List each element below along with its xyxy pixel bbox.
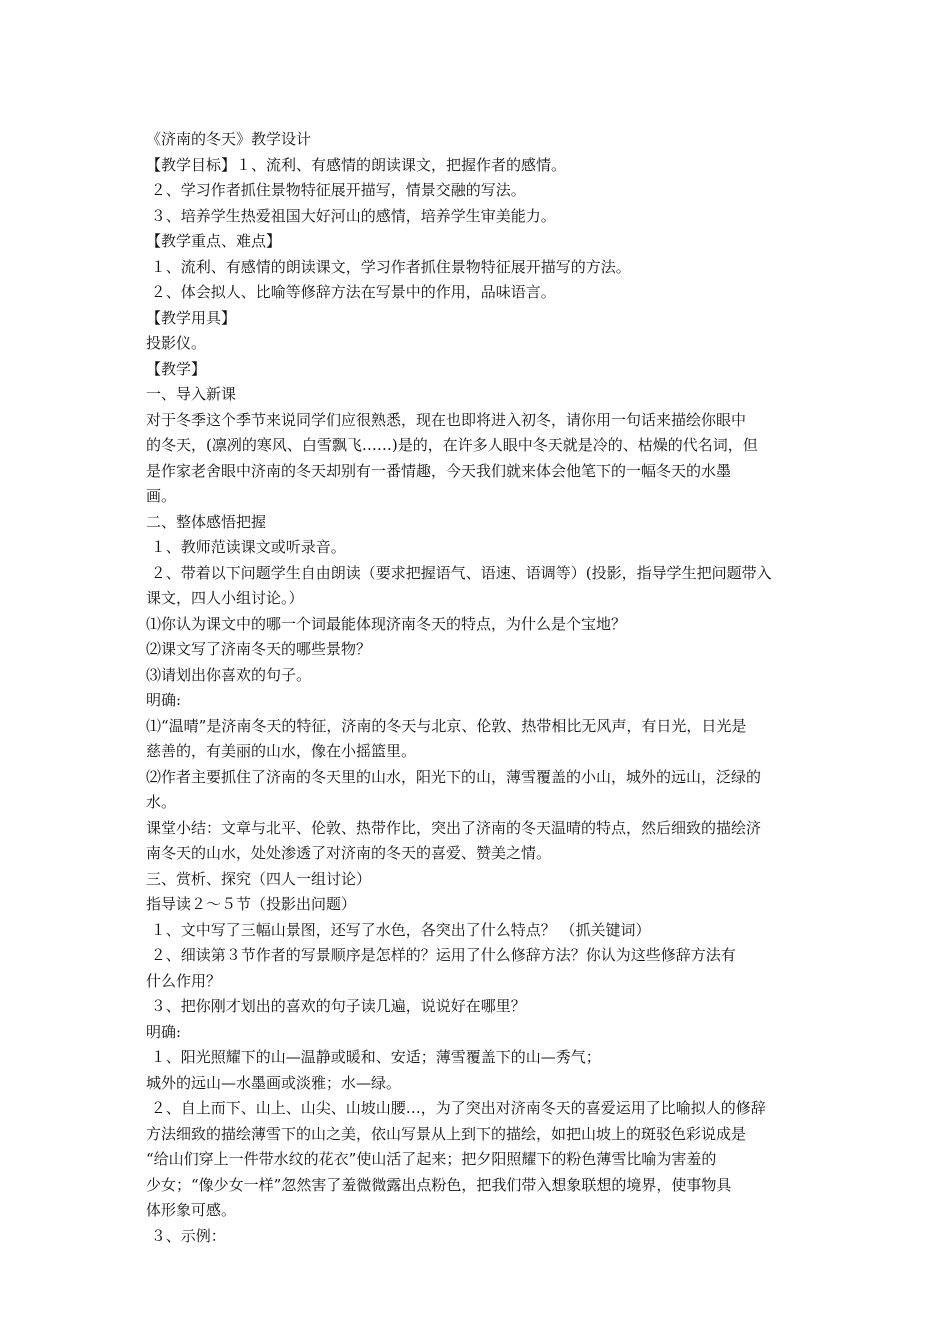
text-line: 指导读２～５节（投影出问题）	[146, 895, 357, 913]
text-line: 课文，四人小组讨论。）	[146, 589, 304, 607]
text-line: 一、导入新课	[146, 385, 237, 403]
text-line: 【教学目标】１、流利、有感情的朗读课文，把握作者的感情。	[146, 155, 567, 174]
text-line: 课堂小结：文章与北平、伦敦、热带作比，突出了济南的冬天温晴的特点，然后细致的描绘济	[146, 818, 762, 837]
text-line: １、文中写了三幅山景图，还写了水色，各突出了什么特点？ （抓关键词）	[146, 920, 651, 939]
text-line: ⑴“温晴”是济南冬天的特征，济南的冬天与北京、伦敦、热带相比无风声，有日光，日光是	[146, 716, 747, 735]
text-line: ２、体会拟人、比喻等修辞方法在写景中的作用，品味语言。	[146, 283, 556, 301]
text-line: ３、示例：	[146, 1226, 226, 1245]
text-line: 什么作用？	[146, 971, 222, 990]
text-line: ２、学习作者抓住景物特征展开描写，情景交融的写法。	[146, 181, 526, 199]
text-line: １、阳光照耀下的山—温静或暖和、安适；薄雪覆盖下的山—秀气；	[146, 1048, 601, 1066]
text-line: 水。	[146, 793, 177, 811]
text-line: 明确:	[146, 1022, 182, 1041]
text-line: 少女；“像少女一样”忽然害了羞微微露出点粉色，把我们带入想象联想的境界，使事物具	[146, 1175, 732, 1194]
text-line: 【教学用具】	[146, 308, 237, 327]
text-line: 体形象可感。	[146, 1201, 237, 1219]
text-line: 【教学】	[146, 359, 207, 378]
text-line: 二、整体感悟把握	[146, 512, 267, 531]
text-line: 慈善的，有美丽的山水，像在小摇篮里。	[146, 742, 417, 760]
text-line: 城外的远山—水墨画或淡雅；水—绿。	[146, 1073, 402, 1092]
document-title: 《济南的冬天》教学设计	[146, 130, 312, 148]
text-line: ２、细读第３节作者的写景顺序是怎样的？运用了什么修辞方法？你认为这些修辞方法有	[146, 946, 736, 964]
text-line: 南冬天的山水，处处渗透了对济南的冬天的喜爱、赞美之情。	[146, 844, 552, 862]
text-line: 三、赏析、探究（四人一组讨论）	[146, 869, 372, 888]
text-line: 投影仪。	[146, 334, 207, 352]
text-line: ２、带着以下问题学生自由朗读（要求把握语气、语速、语调等）(投影，指导学生把问题带入	[146, 563, 772, 582]
text-line: ⑵作者主要抓住了济南的冬天里的山水，阳光下的山，薄雪覆盖的小山，城外的远山，泛绿的	[146, 767, 762, 786]
text-line: ⑵课文写了济南冬天的哪些景物？	[146, 640, 372, 658]
text-line: ⑴你认为课文中的哪一个词最能体现济南冬天的特点，为什么是个宝地？	[146, 614, 627, 633]
text-line: ３、把你刚才划出的喜欢的句子读几遍，说说好在哪里？	[146, 997, 526, 1015]
text-line: 的冬天，(凛冽的寒风、白雪飘飞……)是的，在许多人眼中冬天就是冷的、枯燥的代名词，但	[146, 436, 758, 454]
text-line: “给山们穿上一件带水纹的花衣”使山活了起来；把夕阳照耀下的粉色薄雪比喻为害羞的	[146, 1150, 717, 1168]
text-line: 明确:	[146, 691, 182, 709]
text-line: 方法细致的描绘薄雪下的山之美，依山写景从上到下的描绘，如把山坡上的斑驳色彩说成是	[146, 1124, 747, 1143]
text-line: ⑶请划出你喜欢的句子。	[146, 665, 312, 684]
text-line: ３、培养学生热爱祖国大好河山的感情，培养学生审美能力。	[146, 206, 556, 225]
text-line: 对于冬季这个季节来说同学们应很熟悉，现在也即将进入初冬，请你用一句话来描绘你眼中	[146, 410, 747, 429]
document-page	[146, 127, 810, 1249]
text-line: 【教学重点、难点】	[146, 232, 282, 250]
text-line: １、教师范读课文或听录音。	[146, 538, 346, 556]
text-line: 是作家老舍眼中济南的冬天却别有一番情趣，今天我们就来体会他笔下的一幅冬天的水墨	[146, 461, 732, 480]
text-line: ２、自上而下、山上、山尖、山坡山腰…，为了突出对济南冬天的喜爱运用了比喻拟人的修辞	[146, 1099, 766, 1117]
text-line: 画。	[146, 487, 177, 505]
text-line: １、流利、有感情的朗读课文，学习作者抓住景物特征展开描写的方法。	[146, 257, 631, 276]
